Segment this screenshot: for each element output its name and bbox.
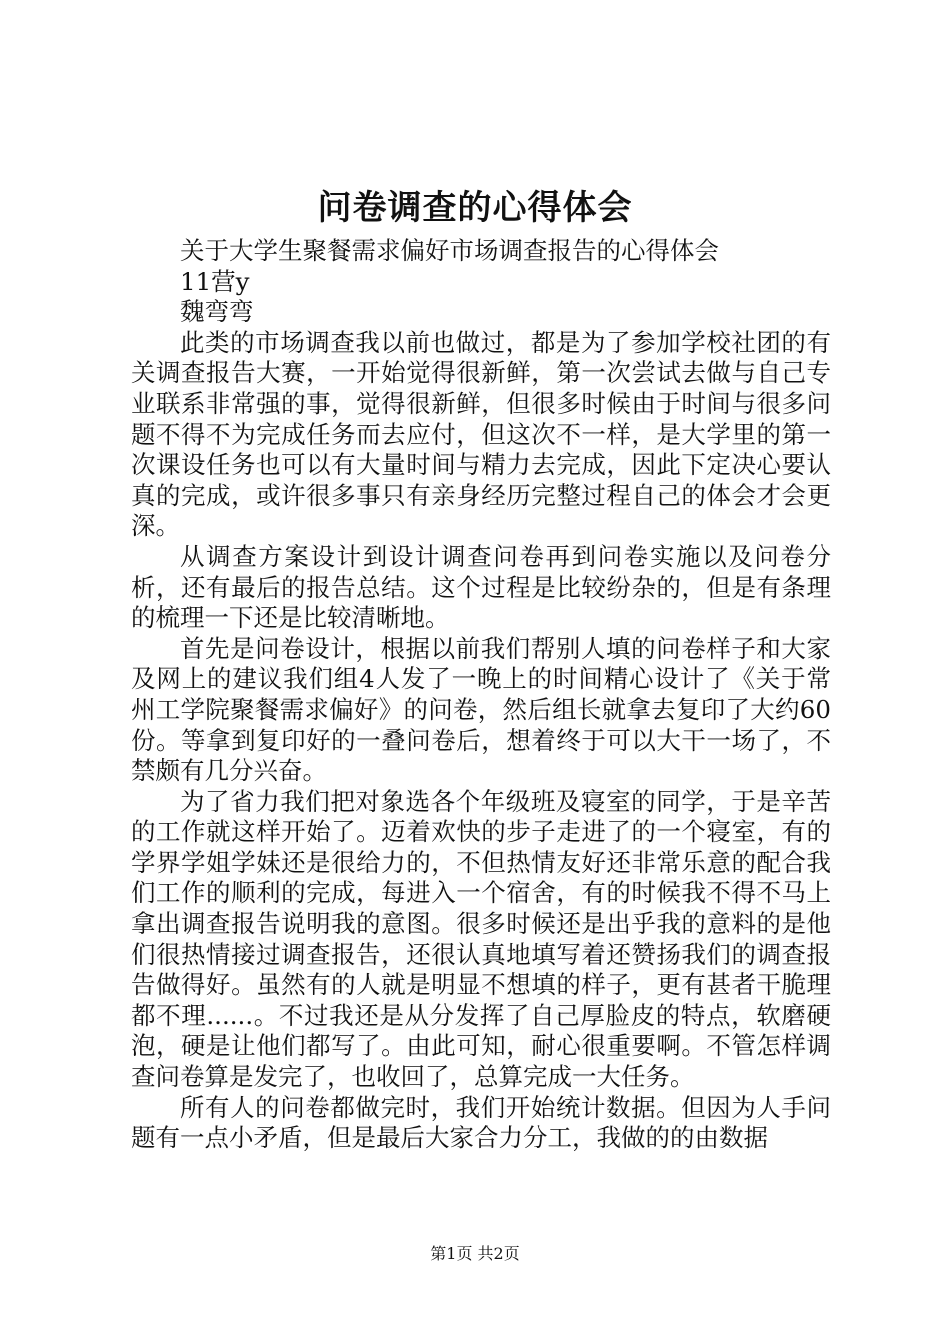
paragraph: 首先是问卷设计，根据以前我们帮别人填的问卷样子和大家及网上的建议我们组4人发了一晚上的时间精心设计了《关于常州工学院聚餐需求偏好》的问卷，然后组长就拿去复印了大约60份。等拿到复印好的一叠问卷后，想着终于可以大干一场了，不禁颇有几分兴奋。 xyxy=(131,633,831,786)
document-subtitle: 关于大学生聚餐需求偏好市场调查报告的心得体会 xyxy=(180,236,719,265)
author-name: 魏弯弯 xyxy=(180,297,254,327)
paragraph: 所有人的问卷都做完时，我们开始统计数据。但因为人手问题有一点小矛盾，但是最后大家合力分工，我做的的由数据 xyxy=(131,1092,831,1153)
class-line: 11营y xyxy=(180,266,250,296)
document-body xyxy=(131,236,831,1154)
paragraph: 此类的市场调查我以前也做过，都是为了参加学校社团的有关调查报告大赛，一开始觉得很新鲜，第一次尝试去做与自己专业联系非常强的事，觉得很新鲜，但很多时候由于时间与很多问题不得不为完成任务而去应付，但这次不一样，是大学里的第一次课设任务也可以有大量时间与精力去完成，因此下定决心要认真的完成，或许很多事只有亲身经历完整过程自己的体会才会更深。 xyxy=(131,327,831,541)
document-title: 问卷调查的心得体会 xyxy=(317,188,633,228)
paragraph: 从调查方案设计到设计调查问卷再到问卷实施以及问卷分析，还有最后的报告总结。这个过程是比较纷杂的，但是有条理的梳理一下还是比较清晰地。 xyxy=(131,541,831,633)
paragraph: 为了省力我们把对象选各个年级班及寝室的同学，于是辛苦的工作就这样开始了。迈着欢快的步子走进了的一个寝室，有的学界学姐学妹还是很给力的，不但热情友好还非常乐意的配合我们工作的顺利的完成，每进入一个宿舍，有的时候我不得不马上拿出调查报告说明我的意图。很多时候还是出乎我的意料的是他们很热情接过调查报告，还很认真地填写着还赞扬我们的调查报告做得好。虽然有的人就是明显不想填的样子，更有甚者干脆理都不理......。不过我还是从分发挥了自己厚脸皮的特点，软磨硬泡，硬是让他们都写了。由此可知，耐心很重要啊。不管怎样调查问卷算是发完了，也收回了，总算完成一大任务。 xyxy=(131,786,831,1092)
page-footer: 第1页 共2页 xyxy=(430,1244,520,1263)
